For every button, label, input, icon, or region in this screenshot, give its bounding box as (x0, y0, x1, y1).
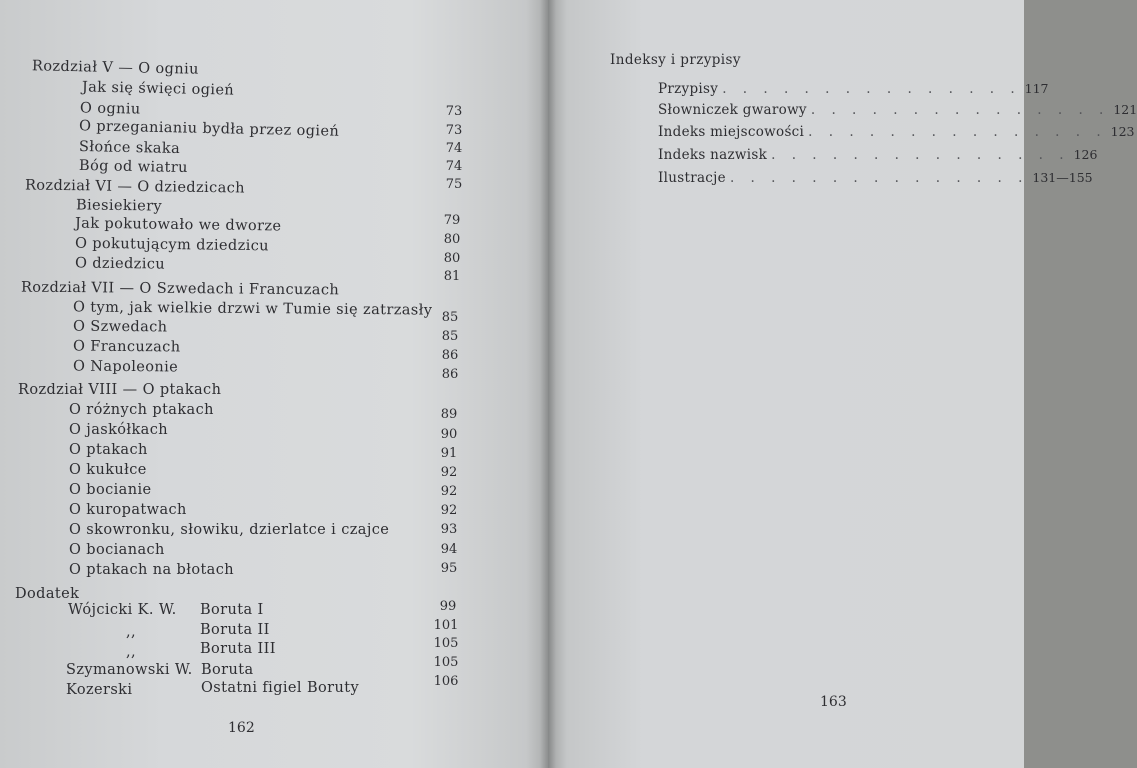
index-entry-page: 131—155 (1032, 170, 1093, 185)
toc-chapter-heading: Rozdział VIII — O ptakach (18, 382, 222, 398)
dot-leader: . . . . . . . . . . . . . . . (810, 102, 1110, 118)
toc-entry: O Szwedach (72, 318, 168, 336)
toc-entry: O Francuzach (72, 338, 181, 356)
toc-page-number: 105 (433, 655, 459, 670)
toc-entry: Jak się święci ogień (81, 79, 235, 99)
toc-page-number: 73 (445, 104, 463, 119)
toc-entry: O ptakach (69, 442, 148, 458)
dot-leader: . . . . . . . . . . . . . . . (771, 147, 1070, 163)
toc-page-number: 73 (445, 123, 463, 138)
toc-page-number: 85 (441, 329, 459, 344)
index-entry-label: Indeks miejscowości (658, 124, 805, 140)
index-entry-page: 121 (1113, 102, 1137, 117)
index-entry-label: Ilustracje (658, 170, 726, 186)
toc-page-number: 80 (443, 251, 461, 266)
toc-page-number: 89 (440, 407, 458, 422)
index-entry (658, 170, 1093, 186)
toc-page-number: 80 (443, 232, 461, 247)
toc-page-number: 93 (440, 522, 458, 537)
index-entry-label: Indeks nazwisk (658, 147, 768, 163)
appendix-title: Boruta I (200, 602, 264, 618)
toc-entry: Biesiekiery (75, 197, 163, 215)
appendix-ditto-mark: ,, (126, 644, 137, 660)
dot-leader: . . . . . . . . . . . . . . . (722, 81, 1021, 97)
index-heading: Indeksy i przypisy (610, 52, 741, 68)
toc-page-number: 75 (445, 177, 463, 192)
toc-entry: O jaskółkach (69, 422, 168, 438)
index-entry (658, 81, 1049, 97)
appendix-ditto-mark: ,, (126, 624, 137, 640)
toc-page-number: 79 (443, 213, 461, 228)
toc-page-number: 85 (441, 310, 459, 325)
toc-page-number: 106 (433, 674, 459, 689)
toc-page-number: 99 (439, 599, 457, 614)
toc-page-number: 74 (445, 159, 463, 174)
toc-page-number: 101 (433, 618, 459, 633)
toc-page-number: 81 (443, 269, 461, 284)
index-entry-page: 117 (1024, 81, 1049, 96)
toc-entry: O ogniu (79, 100, 141, 118)
toc-entry: O przeganianiu bydła przez ogień (78, 118, 340, 140)
right-page-number: 163 (820, 694, 847, 710)
toc-page-number: 90 (440, 427, 458, 442)
toc-page-number: 86 (441, 367, 459, 382)
appendix-author: Kozerski (66, 682, 133, 698)
toc-entry: O bocianie (69, 482, 152, 498)
toc-chapter-heading: Rozdział VI — O dziedzicach (24, 177, 246, 197)
index-entry (658, 147, 1098, 163)
toc-entry: O kuropatwach (69, 502, 187, 518)
toc-page-number: 95 (440, 561, 458, 576)
toc-entry: O dziedzicu (74, 255, 166, 273)
appendix-title: Boruta (201, 662, 254, 678)
dot-leader: . . . . . . . . . . . . . . . (729, 170, 1029, 186)
toc-entry: O kukułce (69, 462, 147, 478)
toc-entry: O bocianach (69, 542, 165, 558)
index-entry-page: 123 (1110, 124, 1135, 139)
toc-entry: Bóg od wiatru (78, 157, 189, 177)
toc-entry: O ptakach na błotach (69, 562, 234, 578)
toc-page-number: 94 (440, 542, 458, 557)
toc-chapter-heading: Rozdział VII — O Szwedach i Francuzach (20, 279, 340, 299)
toc-entry: O skowronku, słowiku, dzierlatce i czajce (69, 522, 390, 538)
appendix-author: Szymanowski W. (66, 662, 193, 678)
left-page (0, 0, 548, 768)
toc-page-number: 92 (440, 503, 458, 518)
toc-entry: Słońce skaka (78, 138, 181, 158)
appendix-author: Wójcicki K. W. (68, 602, 177, 618)
book-gutter (540, 0, 556, 768)
toc-entry: O różnych ptakach (69, 402, 214, 418)
index-entry-page: 126 (1073, 147, 1098, 162)
appendix-title: Ostatni figiel Boruty (201, 680, 360, 696)
index-entry-label: Przypisy (658, 81, 719, 97)
appendix-title: Boruta III (200, 641, 276, 657)
index-entry-label: Słowniczek gwarowy (658, 102, 807, 118)
toc-page-number: 92 (440, 484, 458, 499)
toc-entry: Jak pokutowało we dworze (74, 215, 282, 235)
toc-entry: O tym, jak wielkie drzwi w Tumie się zatrzasły (72, 299, 433, 319)
toc-page-number: 92 (440, 465, 458, 480)
index-entry (658, 124, 1135, 140)
dot-leader: . . . . . . . . . . . . . . . (808, 124, 1107, 140)
toc-entry: O Napoleonie (72, 358, 179, 376)
left-page-number: 162 (228, 720, 255, 736)
toc-chapter-heading: Rozdział V — O ogniu (31, 58, 199, 78)
index-entry (658, 102, 1137, 118)
toc-page-number: 86 (441, 348, 459, 363)
toc-page-number: 91 (440, 446, 458, 461)
toc-page-number: 74 (445, 141, 463, 156)
appendix-title: Boruta II (200, 622, 270, 638)
toc-appendix-heading: Dodatek (15, 586, 80, 602)
toc-page-number: 105 (433, 636, 459, 651)
toc-entry: O pokutującym dziedzicu (74, 235, 270, 255)
